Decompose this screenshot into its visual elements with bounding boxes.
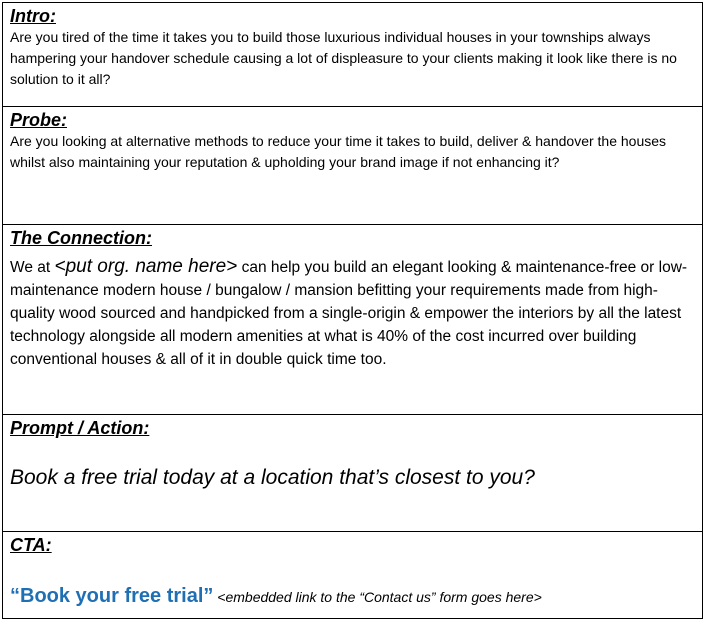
- intro-text: Are you tired of the time it takes you to build those luxurious individual houses in your townships always hampering your handover schedule causing a lot of displeasure to your clients making it look like there is no solution to it all?: [10, 29, 677, 87]
- intro-heading: Intro:: [10, 6, 56, 26]
- probe-heading: Probe:: [10, 110, 68, 130]
- connection-section: [3, 225, 702, 415]
- cta-heading: CTA:: [10, 535, 52, 555]
- probe-text: Are you looking at alternative methods to reduce your time it takes to build, deliver & handover the houses whilst also maintaining your reputation & upholding your brand image if not enhancing it?: [10, 133, 667, 170]
- org-name-placeholder: <put org. name here>: [54, 256, 238, 277]
- cta-section: [3, 532, 702, 618]
- probe-section: [3, 107, 702, 225]
- cta-line: [10, 583, 695, 611]
- prompt-heading: Prompt / Action:: [10, 418, 150, 438]
- connection-heading: The Connection:: [10, 228, 152, 248]
- cta-embed-note: <embedded link to the “Contact us” form goes here>: [213, 589, 542, 605]
- sales-script-table: [2, 2, 703, 619]
- connection-text-body: can help you build an elegant looking & maintenance-free or low-maintenance modern house / bungalow / mansion befitting your requirements made from high-quality wood sourced and handpicked from a single-origin & empower the interiors by all the latest technology alongside all modern amenities at what is 40% of the cost incurred over building conventional houses & all of it in double quick time too.: [10, 259, 688, 368]
- connection-text: [10, 255, 695, 371]
- connection-text-intro: We at: [10, 259, 55, 276]
- prompt-section: [3, 415, 702, 532]
- intro-section: [3, 3, 702, 107]
- prompt-text: Book a free trial today at a location that’s closest to you?: [10, 466, 535, 489]
- book-free-trial-link[interactable]: “Book your free trial”: [10, 585, 214, 607]
